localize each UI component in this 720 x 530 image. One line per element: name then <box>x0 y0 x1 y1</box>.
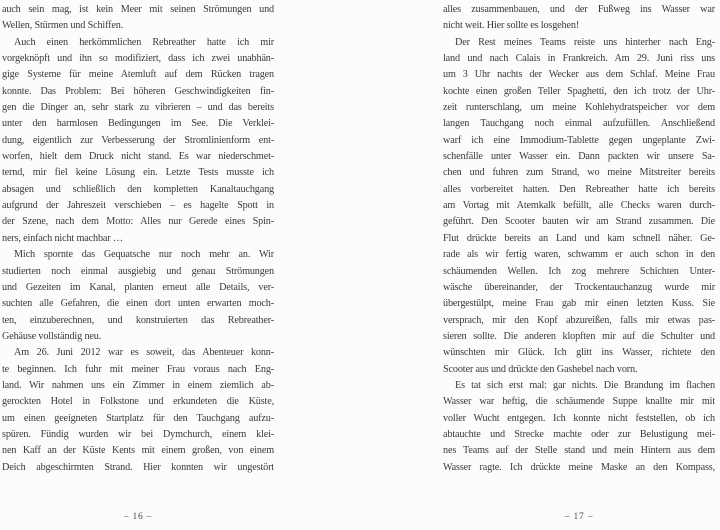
text-line: um 3 Uhr nachts der Wecker aus dem Schlaf. Meine Frau <box>443 69 715 81</box>
text-line: alles zusammenbauen, und der Fußweg ins Wasser war <box>443 4 715 15</box>
text-line: unter den harmlosen Bedingungen im See. Die Verklei- <box>2 118 274 130</box>
text-line: land und nach Calais in Frankreich. Am 29. Juni riss uns <box>443 53 715 65</box>
text-line: schenfälle unter Wasser ein. Dann packten wir unsere Sa- <box>443 151 715 163</box>
page-left <box>2 2 274 528</box>
text-line: nicht weit. Hier sollte es losgehen! <box>443 20 580 32</box>
text-line: absagen und schließlich den kompletten Kanaltauchgang <box>2 183 274 195</box>
text-line: wünschten mir Glück. Ich glitt ins Wasser, richtete den <box>443 347 715 359</box>
text-line: studierten noch einmal ausgiebig und genau Strömungen <box>2 265 274 277</box>
text-line: auch sein mag, ist kein Meer mit seinen Strömungen und <box>2 4 274 15</box>
text-line: nes Teams auf der Stelle stand und mein Hintern aus dem <box>443 445 715 457</box>
page-right-text <box>443 2 715 476</box>
text-line: sieren sollte. Die anderen klopften mir auf die Schulter und <box>443 330 715 342</box>
text-line: suchten alle Gefahren, die einen dort unten erwarten moch- <box>2 298 274 310</box>
text-line: spüren. Fündig wurden wir bei Dymchurch, einem klei- <box>2 428 274 440</box>
text-line: nen Kaff an der Küste Kents mit einem großen, von einem <box>2 445 274 457</box>
text-line: schäumenden Wellen. Ich zog mehrere Schichten Unter- <box>443 265 715 277</box>
text-line: rade als wir fertig waren, schwamm er auch schon in den <box>443 249 715 261</box>
text-line: worfen, hielt dem Druck nicht stand. Es war niederschmet- <box>2 151 274 163</box>
page-number-left: – 16 – <box>123 512 153 522</box>
text-line: Wellen, Stürmen und Schiffen. <box>2 20 124 32</box>
text-line: gige Systeme für meine Atemluft auf dem Rücken tragen <box>2 69 274 81</box>
text-line: Scooter aus und drückte den Gashebel nach vorn. <box>443 363 638 375</box>
text-line: ternd, mir fiel keine Lösung ein. Letzte Tests musste ich <box>2 167 274 179</box>
text-line: Wasser war heftig, die schäumende Suppe knallte mir mit <box>443 396 715 408</box>
text-line: land. Wir nahmen uns ein Zimmer in einem ziemlich ab- <box>2 379 274 391</box>
text-line: abtauchte und Strecke machte oder zur Belustigung mei- <box>443 428 715 440</box>
text-line: geführt. Den Scooter bauten wir am Strand zusammen. Die <box>443 216 715 228</box>
text-line: Auch einen herkömmlichen Rebreather hatte ich mir <box>14 36 274 48</box>
text-line: wäsche übereinander, der Trockentauchanzug wurde mir <box>443 281 715 293</box>
text-line: Am 26. Juni 2012 war es soweit, das Abenteuer konn- <box>14 347 274 359</box>
text-line: konnte. Das Problem: Bei höheren Geschwindigkeiten fin- <box>2 85 274 97</box>
text-line: gerockten Hotel in Folkstone und erkundeten die Küste, <box>2 396 274 408</box>
text-line: Deich abgeschirmten Strand. Hier konnten wir ungestört <box>2 461 274 473</box>
text-line: kochte einen großen Teller Spaghetti, den ich trotz der Uhr- <box>443 85 715 97</box>
page-left-text <box>2 2 274 476</box>
text-line: Gehäuse vollständig neu. <box>2 330 102 342</box>
text-line: Der Rest meines Teams reiste uns hinterher nach Eng- <box>455 36 715 48</box>
text-line: alles vorbereitet hatten. Den Rebreather hatte ich bereits <box>443 183 715 195</box>
text-line: ten, einzuberechnen, und konstruierten das Rebreather- <box>2 314 274 326</box>
text-line: und Gezeiten im Kanal, planten erneut alle Details, ver- <box>2 281 274 293</box>
text-line: warf ich eine Immodium-Tablette gegen ungeplante Zwi- <box>443 134 715 146</box>
text-line: zeit runterschlang, um meine Kohlehydratspeicher vor dem <box>443 102 715 114</box>
text-line: übergestülpt, meine Frau gab mir einen letzten Kuss. Sie <box>443 298 715 310</box>
text-line: te beginnen. Ich fuhr mit meiner Frau voraus nach Eng- <box>2 363 274 375</box>
text-line: langen Tauchgang noch einmal aufzufüllen. Anschließend <box>443 118 715 130</box>
text-line: chen und fuhren zum Strand, wo meine Mitstreiter bereits <box>443 167 715 179</box>
text-line: gen die Dinger an, sehr stark zu vibrieren – und das bereits <box>2 102 274 114</box>
text-line: am Vortag mit Atemkalk befüllt, alle Checks waren durch- <box>443 200 715 212</box>
text-line: aufgrund der Jahreszeit verschieben – es hagelte Spott in <box>2 200 274 212</box>
text-line: Wasser ragte. Ich drückte meine Maske an den Kompass, <box>443 461 715 473</box>
text-line: Flut drückte bereits an Land und kam schnell näher. Ge- <box>443 232 715 244</box>
page-right <box>443 2 715 528</box>
text-line: dung, eigentlich zur Verbesserung der Stromlinienform ent- <box>2 134 274 146</box>
text-line: voller Wucht entgegen. Ich konnte nicht feststellen, ob ich <box>443 412 715 424</box>
page-number-right: – 17 – <box>564 512 594 522</box>
text-line: ners, einfach nicht machbar … <box>2 232 123 244</box>
text-line: versprach, mir den Kopf abzureißen, falls mir etwas pas- <box>443 314 715 326</box>
text-line: Es tat sich erst mal: gar nichts. Die Brandung im flachen <box>455 379 715 391</box>
text-line: der Szene, nach dem Motto: Alles nur Gerede eines Spin- <box>2 216 274 228</box>
text-line: vorgeknöpft und ihn so modifiziert, dass ich zwei unabhän- <box>2 53 274 65</box>
text-line: Mich spornte das Gequatsche nur noch mehr an. Wir <box>14 249 274 261</box>
text-line: um einen geeigneten Startplatz für den Tauchgang aufzu- <box>2 412 274 424</box>
